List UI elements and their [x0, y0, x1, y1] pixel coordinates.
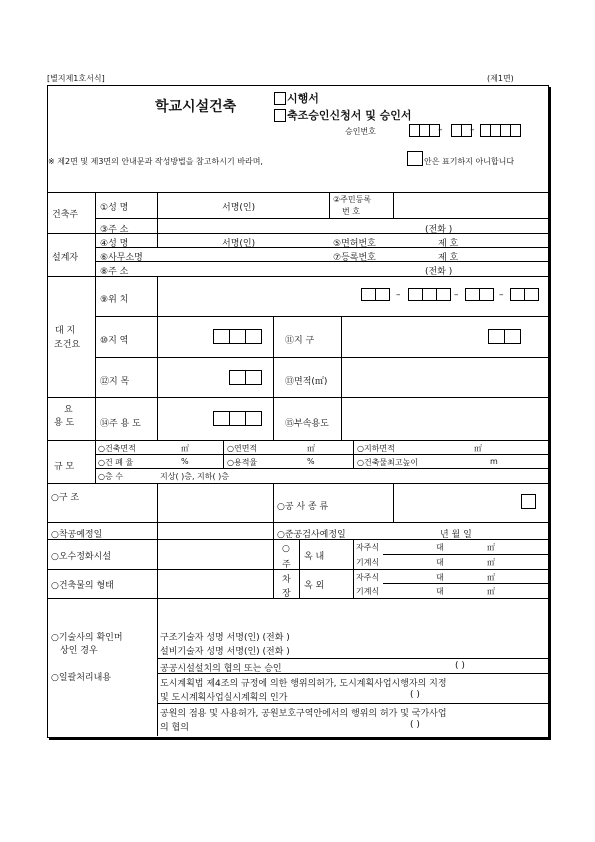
sewage-label: ○오수정화시설	[51, 552, 112, 562]
indoor-mech-label: 기계식	[356, 558, 380, 567]
option2-checkbox[interactable]	[274, 109, 286, 122]
parking-outdoor-label: 옥 외	[304, 581, 325, 591]
divider	[157, 598, 158, 736]
category-code[interactable]	[230, 370, 262, 385]
bulk-item2-line2: 및 도시계획사업실시계획의 인가	[160, 693, 288, 703]
builder-id-label2: 번 호	[342, 207, 360, 216]
main-use-code[interactable]	[214, 411, 262, 426]
outdoor-self-label: 자주식	[356, 573, 380, 582]
parking-indoor-label: 옥 내	[304, 552, 325, 562]
parking-label-4: 장	[282, 589, 291, 599]
form-label: [별지제1호서식]	[47, 74, 105, 83]
engineer-equipment-line: 설비기술자 성명 서명(인) (전화 )	[160, 647, 290, 657]
unit-m2: ㎡	[487, 573, 495, 582]
divider	[157, 658, 548, 659]
district-code[interactable]	[489, 329, 521, 344]
bulk-item1-paren: ( )	[455, 661, 465, 671]
divider	[157, 276, 158, 440]
structure-label: ○구 조	[51, 493, 80, 503]
divider	[273, 316, 274, 440]
divider	[157, 703, 548, 704]
divider	[273, 539, 274, 598]
bulk-item3-paren: ( )	[410, 720, 420, 730]
location-code-2[interactable]	[409, 288, 451, 301]
unit-pct: %	[181, 457, 189, 466]
bulk-item2-line1: 도시계획법 제4조의 규정에 의한 행위의허가, 도시계획사업시행자의 지정	[160, 679, 447, 689]
designer-addr-label: ⑧주 소	[100, 267, 129, 277]
far-label: ○용적율	[227, 458, 258, 467]
basement-area-label: ○지하면적	[357, 444, 395, 453]
max-height-label: ○건축물최고높이	[357, 458, 419, 467]
designer-name-label: ④성 명	[100, 239, 129, 249]
dash: –	[499, 290, 504, 300]
unit-m2: ㎡	[487, 558, 495, 567]
option2-label: 축조승인신청서 및 승인서	[287, 109, 412, 122]
divider	[95, 218, 548, 219]
form-title: 학교시설건축	[155, 99, 237, 115]
builder-phone-label: (전화 )	[425, 225, 453, 235]
divider	[95, 247, 548, 248]
divider	[223, 440, 224, 468]
parking-label-2: 주	[282, 560, 291, 570]
designer-reg-label: ⑦등록번호	[333, 253, 376, 263]
divider	[47, 192, 548, 193]
page-label: (제1면)	[487, 74, 514, 83]
divider	[47, 483, 548, 484]
unit-m2: ㎡	[487, 587, 495, 596]
designer-license-value: 제 호	[438, 239, 459, 249]
designer-phone-label: (전화 )	[425, 267, 453, 277]
divider	[273, 483, 274, 539]
unit-count: 대	[436, 587, 444, 596]
divider	[47, 598, 548, 599]
site-section-line2: 조건요	[54, 340, 81, 350]
option1-checkbox[interactable]	[274, 92, 286, 105]
divider	[47, 397, 548, 398]
unit-m: m	[490, 457, 498, 466]
divider	[95, 192, 96, 483]
divider	[95, 316, 548, 317]
divider	[329, 192, 330, 218]
dash: –	[396, 290, 401, 300]
divider	[353, 539, 354, 598]
work-type-checkbox[interactable]	[521, 494, 536, 509]
inspection-date-label: ○준공검사예정일	[277, 530, 346, 540]
bulk-item2-paren: ( )	[410, 690, 420, 700]
builder-addr-label: ③주 소	[100, 225, 129, 235]
notice-suffix: 안은 표기하지 아니합니다	[424, 157, 515, 166]
option1-label: 시행서	[287, 92, 319, 105]
divider	[47, 522, 548, 523]
divider	[157, 483, 158, 598]
site-location-label: ⑨위 치	[100, 295, 129, 305]
notice-box-sample	[407, 151, 423, 166]
divider	[95, 357, 548, 358]
unit-m2: ㎡	[487, 543, 495, 552]
builder-name-label: ①성 명	[100, 203, 129, 213]
outdoor-mech-label: 기계식	[356, 587, 380, 596]
zone-code[interactable]	[214, 329, 262, 344]
approval-no-part1[interactable]	[410, 124, 440, 137]
start-date-label: ○착공예정일	[51, 530, 103, 540]
floor-area-label: ○연면적	[227, 444, 258, 453]
approval-no-part3[interactable]	[481, 124, 521, 137]
location-code-4[interactable]	[511, 288, 539, 301]
inspection-date-value: 년 월 일	[440, 530, 472, 540]
parking-label-3: 차	[282, 575, 291, 585]
builder-sign-label: 서명(인)	[222, 203, 256, 213]
divider	[393, 483, 394, 522]
indoor-self-label: 자주식	[356, 543, 380, 552]
unit-m2: ㎡	[474, 444, 482, 453]
floors-label: ○층 수	[98, 472, 123, 481]
designer-license-label: ⑤면허번호	[333, 239, 376, 249]
divider	[353, 440, 354, 468]
divider	[47, 569, 548, 570]
builder-section: 건축주	[52, 210, 79, 220]
shape-label: ○건축물의 형태	[51, 581, 114, 591]
divider	[383, 583, 548, 584]
site-area-label: ⑬면적(㎡)	[285, 377, 328, 387]
site-section-line1: 대 지	[55, 326, 76, 336]
designer-sign-label: 서명(인)	[222, 239, 256, 249]
designer-office-label: ⑥사무소명	[100, 253, 143, 263]
usage-section-line2: 용 도	[54, 418, 75, 428]
bulk-item1: 공공시설설치의 협의 또는 승인	[160, 664, 282, 674]
usage-main-label: ⑭주 용 도	[100, 419, 141, 429]
coverage-label: ○건 폐 율	[98, 458, 134, 467]
floors-value: 지상( )층, 지하( )층	[160, 472, 230, 481]
unit-count: 대	[436, 573, 444, 582]
unit-pct: %	[307, 457, 315, 466]
bulk-item3-line1: 공원의 점용 및 사용허가, 공원보호구역안에서의 행위의 허가 및 국가사업	[160, 709, 447, 719]
scale-section: 규 모	[54, 462, 75, 472]
divider	[95, 454, 548, 455]
divider	[299, 539, 300, 598]
unit-m2: ㎡	[307, 444, 315, 453]
unit-m2: ㎡	[181, 444, 189, 453]
location-code-3[interactable]	[466, 288, 494, 301]
divider	[157, 192, 158, 248]
bulk-item3-line2: 의 협의	[160, 723, 189, 733]
engineer-label-1: ○기술사의 확인머	[51, 633, 123, 643]
bulk-label: ○일괄처리내용	[51, 673, 112, 683]
divider	[393, 192, 394, 218]
divider	[95, 468, 548, 469]
divider	[383, 554, 548, 555]
work-type-label: ○공 사 종 류	[277, 502, 329, 512]
approval-label: 승인번호	[345, 127, 376, 136]
dash: –	[470, 125, 475, 135]
divider	[341, 316, 342, 440]
divider	[95, 261, 548, 262]
dash: –	[438, 125, 443, 135]
approval-no-part2[interactable]	[452, 124, 472, 137]
unit-count: 대	[436, 543, 444, 552]
site-zone-label: ⑩지 역	[100, 336, 129, 346]
parking-label-1: ○	[282, 544, 290, 554]
usage-sub-label: ⑮부속용도	[285, 419, 329, 429]
designer-section: 설계자	[52, 253, 79, 263]
building-area-label: ○건축면적	[98, 444, 136, 453]
unit-count: 대	[436, 558, 444, 567]
dash: –	[454, 290, 459, 300]
engineer-structure-line: 구조기술자 성명 서명(인) (전화 )	[160, 633, 290, 643]
location-code-1[interactable]	[362, 288, 390, 301]
builder-id-label: ②주민등록	[333, 195, 372, 204]
notice-text: ※ 제2면 및 제3면의 안내문과 작성방법을 참고하시기 바라며,	[48, 157, 263, 166]
site-district-label: ⑪지 구	[285, 336, 315, 346]
site-category-label: ⑫지 목	[100, 377, 130, 387]
designer-reg-value: 제 호	[438, 253, 459, 263]
engineer-label-2: 상인 경우	[60, 646, 98, 656]
divider	[47, 440, 548, 441]
usage-section-line1: 요	[64, 405, 73, 415]
